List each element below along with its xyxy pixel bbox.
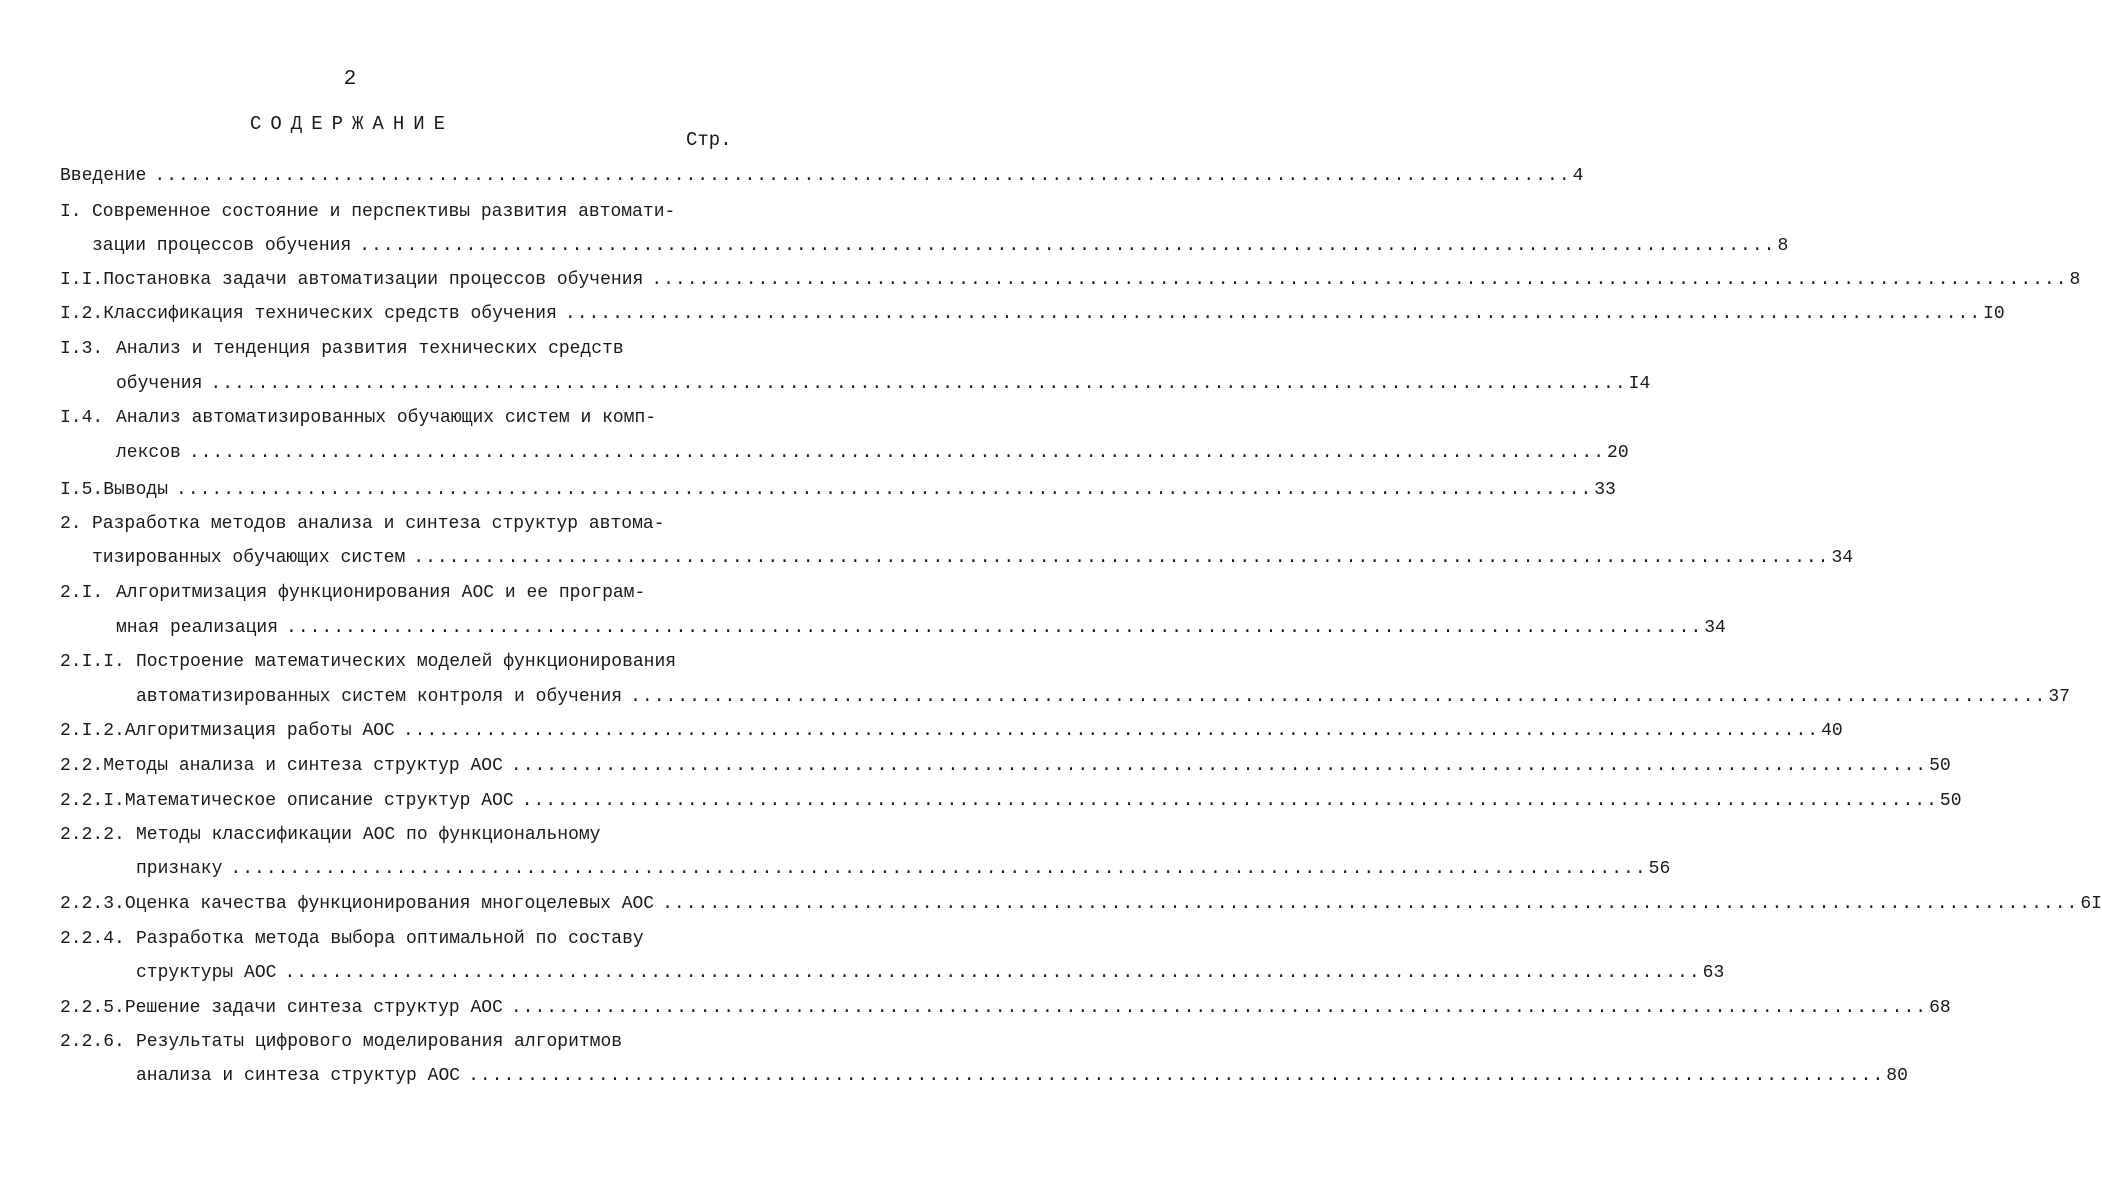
toc-entry-page: I4 bbox=[1628, 374, 1651, 394]
toc-dot-leader: ........................................................................................................................ bbox=[402, 721, 1820, 741]
toc-entry-number: I. bbox=[60, 202, 82, 222]
toc-entry-title: Построение математических моделей функционирования bbox=[136, 652, 677, 672]
toc-dot-leader: ........................................................................................................................ bbox=[662, 894, 2079, 914]
toc-entry-number: 2.2.4. bbox=[60, 929, 125, 949]
toc-entry-number: 2.2.6. bbox=[60, 1032, 125, 1052]
toc-entry-number: 2.2.2. bbox=[60, 825, 125, 845]
toc-entry bbox=[60, 512, 665, 536]
toc-entry-number: 2.2. bbox=[60, 756, 104, 776]
toc-entry-page: 50 bbox=[1939, 791, 1962, 811]
toc-entry-title: признаку bbox=[136, 859, 223, 879]
contents-title: СОДЕРЖАНИЕ bbox=[250, 113, 455, 135]
toc-entry-title: Решение задачи синтеза структур АОС bbox=[124, 998, 503, 1018]
toc-entry-number: I.5. bbox=[60, 480, 104, 500]
toc-entry-number: I.4. bbox=[60, 408, 104, 428]
toc-entry-number: 2.I.2. bbox=[60, 721, 125, 741]
toc-entry bbox=[116, 372, 1651, 396]
toc-entry-title: зации процессов обучения bbox=[92, 236, 352, 256]
toc-dot-leader: ........................................................................................................................ bbox=[188, 443, 1606, 463]
toc-entry bbox=[116, 616, 1726, 640]
toc-entry-number: I.2. bbox=[60, 304, 104, 324]
toc-entry-title: Алгоритмизация работы АОС bbox=[124, 721, 395, 741]
toc-entry bbox=[60, 927, 644, 951]
toc-entry bbox=[60, 164, 1584, 188]
toc-entry-title: Алгоритмизация функционирования АОС и ее програм- bbox=[116, 583, 646, 603]
toc-entry-title: Постановка задачи автоматизации процессов обучения bbox=[103, 270, 644, 290]
toc-entry-page: 56 bbox=[1648, 859, 1671, 879]
toc-dot-leader: ........................................................................................................................ bbox=[651, 270, 2068, 290]
toc-entry-title: тизированных обучающих систем bbox=[92, 548, 406, 568]
toc-entry-page: 8 bbox=[1777, 236, 1789, 256]
toc-entry-title: автоматизированных систем контроля и обучения bbox=[136, 687, 623, 707]
toc-entry-title: лексов bbox=[116, 443, 181, 463]
toc-entry-page: 6I bbox=[2080, 894, 2102, 914]
toc-entry-title: мная реализация bbox=[116, 618, 279, 638]
page-column-label: Стр. bbox=[686, 129, 732, 151]
toc-entry bbox=[60, 337, 624, 361]
toc-dot-leader: ........................................................................................................................ bbox=[284, 963, 1701, 983]
toc-entry-title: Анализ автоматизированных обучающих систем и комп- bbox=[116, 408, 657, 428]
toc-entry-title: Классификация технических средств обучения bbox=[103, 304, 557, 324]
toc-entry-number: 2.I.I. bbox=[60, 652, 125, 672]
toc-entry-page: 33 bbox=[1594, 480, 1616, 500]
toc-entry-number: 2.2.3. bbox=[60, 894, 125, 914]
page-number: 2 bbox=[343, 68, 357, 91]
toc-dot-leader: ........................................................................................................................ bbox=[510, 756, 1928, 776]
toc-entry bbox=[92, 234, 1789, 258]
toc-entry bbox=[60, 650, 676, 674]
toc-dot-leader: ........................................................................................................................ bbox=[286, 618, 1703, 638]
toc-entry-number: 2.2.5. bbox=[60, 998, 125, 1018]
toc-entry bbox=[116, 441, 1629, 465]
toc-entry-title: Введение bbox=[60, 166, 147, 186]
toc-entry bbox=[60, 996, 1951, 1020]
toc-entry-number: 2.2.I. bbox=[60, 791, 125, 811]
toc-dot-leader: ........................................................................................................................ bbox=[154, 166, 1571, 186]
toc-entry-title: Результаты цифрового моделирования алгоритмов bbox=[136, 1032, 623, 1052]
toc-entry-title: обучения bbox=[116, 374, 203, 394]
toc-entry bbox=[60, 719, 1843, 743]
toc-entry-page: 4 bbox=[1572, 166, 1584, 186]
toc-entry-page: 50 bbox=[1929, 756, 1951, 776]
toc-entry-page: 8 bbox=[2069, 270, 2081, 290]
toc-entry-title: Математическое описание структур АОС bbox=[124, 791, 514, 811]
toc-entry bbox=[136, 1064, 1908, 1088]
toc-entry-title: Анализ и тенденция развития технических средств bbox=[116, 339, 624, 359]
toc-dot-leader: ........................................................................................................................ bbox=[413, 548, 1830, 568]
toc-entry-title: структуры АОС bbox=[136, 963, 277, 983]
toc-entry-title: Методы анализа и синтеза структур АОС bbox=[103, 756, 503, 776]
toc-dot-leader: ........................................................................................................................ bbox=[564, 304, 1982, 324]
toc-entry bbox=[60, 754, 1951, 778]
toc-entry-number: I.I. bbox=[60, 270, 104, 290]
toc-entry bbox=[60, 789, 1962, 813]
toc-entry bbox=[136, 685, 2070, 709]
toc-entry-page: 63 bbox=[1702, 963, 1725, 983]
toc-entry-title: анализа и синтеза структур АОС bbox=[136, 1066, 461, 1086]
toc-dot-leader: ........................................................................................................................ bbox=[210, 374, 1627, 394]
toc-entry bbox=[136, 961, 1725, 985]
toc-entry bbox=[60, 892, 2102, 916]
toc-entry-page: 68 bbox=[1929, 998, 1951, 1018]
toc-entry-title: Оценка качества функционирования многоцелевых АОС bbox=[124, 894, 655, 914]
toc-entry-number: I.3. bbox=[60, 339, 104, 359]
toc-entry-number: 2. bbox=[60, 514, 82, 534]
toc-entry bbox=[60, 302, 2005, 326]
toc-dot-leader: ........................................................................................................................ bbox=[468, 1066, 1885, 1086]
toc-entry bbox=[60, 268, 2081, 292]
toc-dot-leader: ........................................................................................................................ bbox=[176, 480, 1593, 500]
toc-entry-title: Разработка метода выбора оптимальной по составу bbox=[136, 929, 644, 949]
toc-entry bbox=[60, 823, 600, 847]
toc-entry-page: I0 bbox=[1983, 304, 2005, 324]
toc-entry-page: 34 bbox=[1831, 548, 1854, 568]
toc-entry bbox=[60, 1030, 622, 1054]
toc-dot-leader: ........................................................................................................................ bbox=[230, 859, 1647, 879]
toc-entry-number: 2.I. bbox=[60, 583, 104, 603]
toc-entry-title: Выводы bbox=[103, 480, 169, 500]
toc-entry bbox=[60, 200, 675, 224]
toc-entry bbox=[60, 406, 656, 430]
toc-entry-page: 37 bbox=[2048, 687, 2070, 707]
toc-dot-leader: ........................................................................................................................ bbox=[510, 998, 1928, 1018]
toc-dot-leader: ........................................................................................................................ bbox=[521, 791, 1938, 811]
toc-entry-page: 20 bbox=[1607, 443, 1629, 463]
toc-entry-page: 34 bbox=[1704, 618, 1726, 638]
toc-dot-leader: ........................................................................................................................ bbox=[359, 236, 1776, 256]
toc-entry-title: Методы классификации АОС по функциональному bbox=[136, 825, 601, 845]
toc-dot-leader: ........................................................................................................................ bbox=[630, 687, 2047, 707]
toc-entry bbox=[136, 857, 1671, 881]
toc-entry-title: Разработка методов анализа и синтеза структур автома- bbox=[92, 514, 665, 534]
toc-entry bbox=[92, 546, 1854, 570]
toc-entry-page: 40 bbox=[1821, 721, 1843, 741]
toc-entry-title: Современное состояние и перспективы развития автомати- bbox=[92, 202, 676, 222]
toc-entry-page: 80 bbox=[1886, 1066, 1908, 1086]
toc-entry bbox=[60, 581, 645, 605]
toc-entry bbox=[60, 478, 1616, 502]
